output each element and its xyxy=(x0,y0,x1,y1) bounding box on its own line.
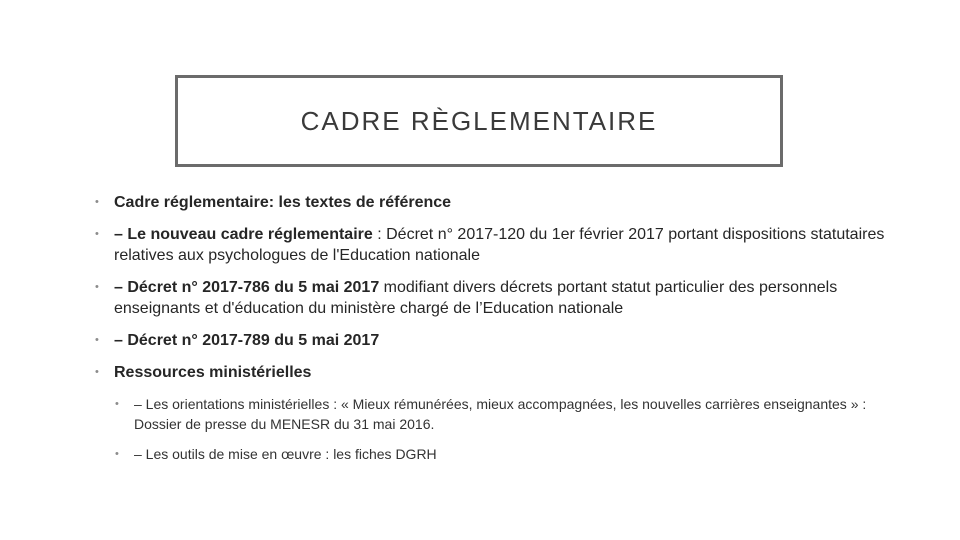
bullet-text: Cadre réglementaire: les textes de référence xyxy=(114,194,452,211)
bullet-list xyxy=(95,192,915,474)
bullet-dot: • xyxy=(115,448,119,460)
bullet-dot: • xyxy=(95,334,99,346)
bullet-text: modifiant divers décrets portant statut particulier des personnels enseignants et d'éducation du ministère chargé de l’Education nationale xyxy=(114,279,838,317)
sub-bullet-item xyxy=(115,394,915,434)
bullet-text: : Décret n° 2017-120 du 1er février 2017 portant dispositions statutaires relatives aux psychologues de l'Education nationale xyxy=(114,226,885,264)
bullet-item xyxy=(95,224,915,266)
bullet-item xyxy=(95,192,915,213)
bullet-text-bold: – Le nouveau cadre réglementaire xyxy=(114,226,373,243)
sub-bullet-text: – Les orientations ministérielles : « Mieux rémunérées, mieux accompagnées, les nouvelles carrières enseignantes » : Dossier de presse du MENESR du 31 mai 2016. xyxy=(134,396,867,432)
bullet-dot: • xyxy=(95,281,99,293)
slide-title: CADRE RÈGLEMENTAIRE xyxy=(300,105,658,136)
bullet-text-bold: – Décret n° 2017-786 du 5 mai 2017 xyxy=(114,279,380,296)
sub-bullet-item xyxy=(115,444,915,464)
bullet-dot: • xyxy=(95,196,99,208)
bullet-dot: • xyxy=(95,228,99,240)
bullet-item xyxy=(95,362,915,383)
bullet-dot: • xyxy=(115,398,119,410)
bullet-item xyxy=(95,330,915,351)
title-box xyxy=(175,75,783,167)
bullet-item xyxy=(95,277,915,319)
sub-bullet-text: – Les outils de mise en œuvre : les fiches DGRH xyxy=(134,446,437,462)
bullet-dot: • xyxy=(95,366,99,378)
bullet-text: Ressources ministérielles xyxy=(114,364,312,381)
bullet-text: – Décret n° 2017-789 du 5 mai 2017 xyxy=(114,332,380,349)
